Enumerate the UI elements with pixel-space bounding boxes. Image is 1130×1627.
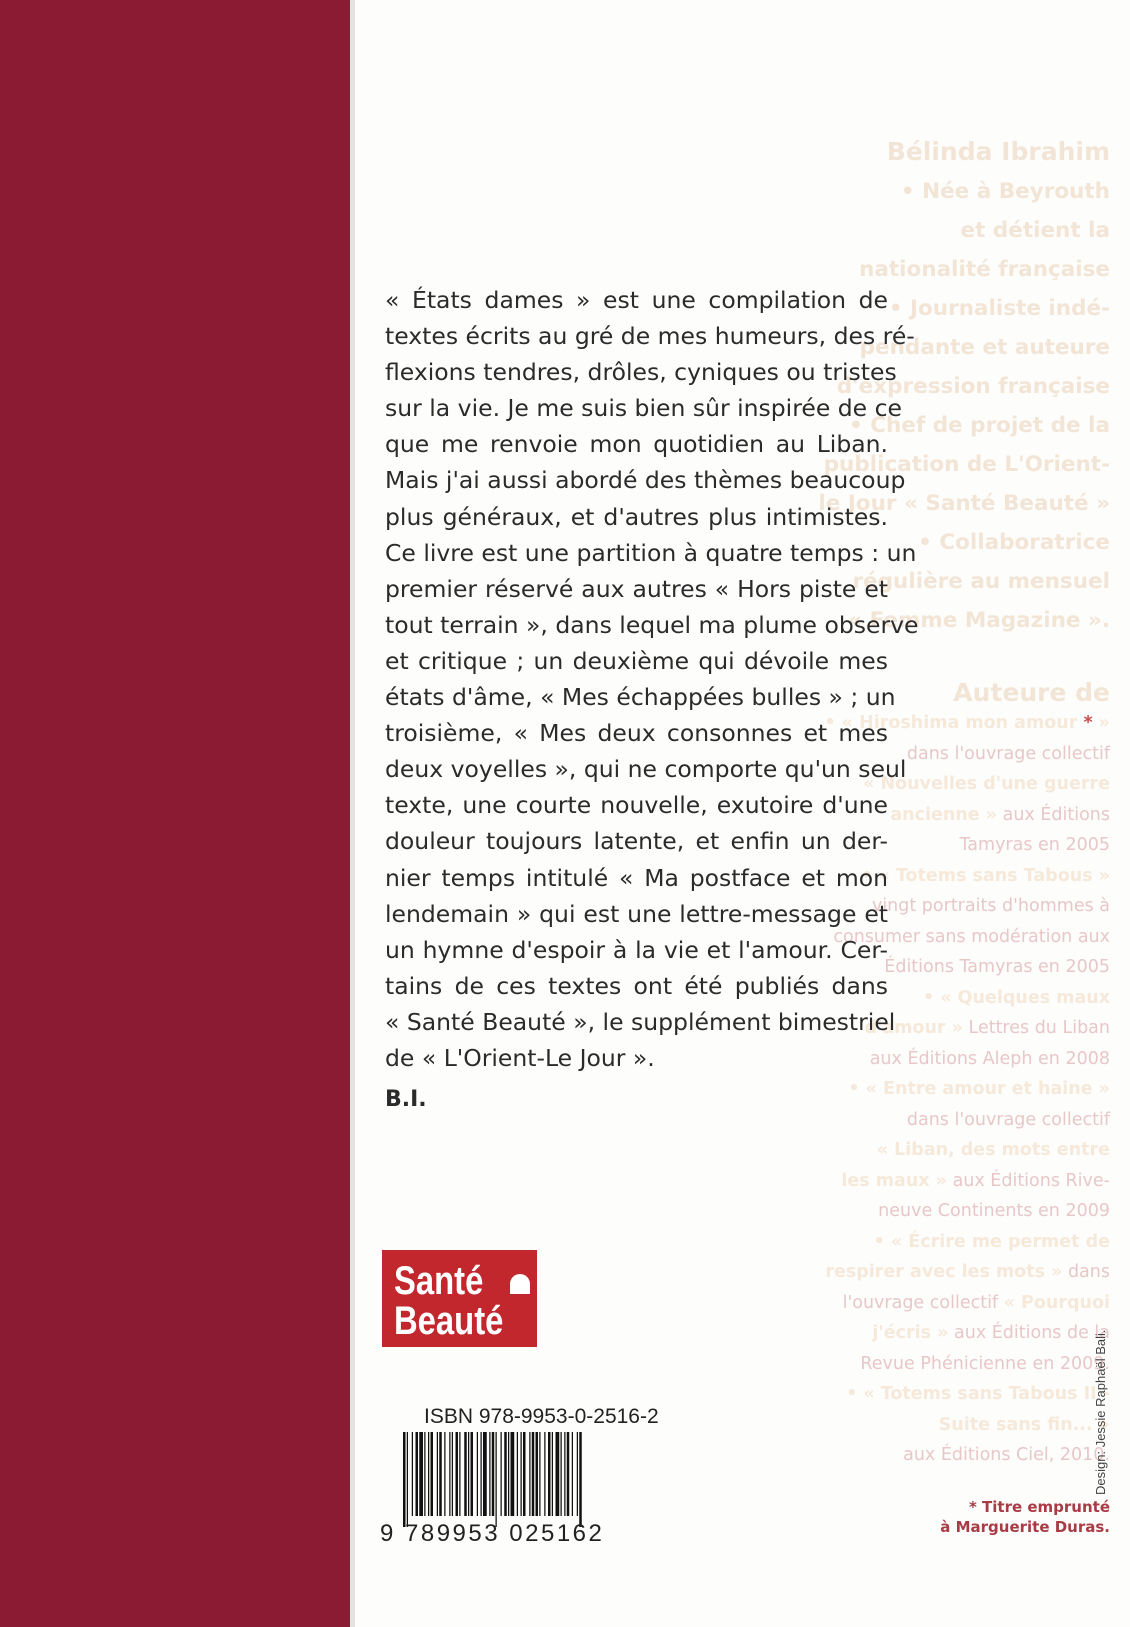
works-list-line	[780, 1227, 1110, 1258]
isbn-barcode	[403, 1432, 653, 1527]
works-list-line	[780, 1166, 1110, 1197]
barcode-bar	[511, 1432, 515, 1516]
barcode-bar	[508, 1432, 509, 1516]
barcode-bar	[471, 1432, 474, 1516]
works-text-run: aux Éditions Ciel, 2010.	[903, 1445, 1110, 1465]
design-credit: Design: Jessie Raphaël Bali.	[1093, 1329, 1108, 1495]
works-text-run: « Pourquoi	[1003, 1292, 1110, 1313]
barcode-bar	[407, 1432, 408, 1527]
title-footnote	[940, 1497, 1110, 1537]
author-bio-line: régulière au mensuel	[852, 569, 1110, 594]
works-text-run: j'écris »	[872, 1323, 949, 1343]
barcode-bar	[579, 1432, 582, 1527]
works-text-run: aux Éditions	[997, 804, 1110, 825]
works-text-run: • « Totems sans Tabous II -	[846, 1384, 1110, 1404]
works-text-run: dans l'ouvrage collectif	[906, 1109, 1110, 1130]
works-text-run: vingt portraits d'hommes à	[871, 896, 1110, 916]
works-text-run: neuve Continents en 2009	[878, 1201, 1110, 1221]
works-text-run: Suite sans fin... »	[938, 1414, 1110, 1435]
blurb-line: « États dames » est une compilation de	[385, 286, 888, 314]
blurb-line: « Santé Beauté », le supplément bimestriel	[385, 1007, 896, 1036]
works-list-line	[780, 1257, 1110, 1288]
barcode-bar	[428, 1432, 429, 1516]
author-bio-line: pendante et auteure	[859, 335, 1110, 360]
blurb-signature: B.I.	[385, 1087, 427, 1112]
works-heading: Auteure de	[953, 678, 1110, 707]
barcode-bar	[464, 1432, 467, 1516]
author-bio-line: • Chef de projet de la	[848, 413, 1110, 438]
works-text-run: »	[1092, 713, 1110, 733]
works-text-run: • « Hiroshima mon amour	[824, 713, 1084, 733]
barcode-bar	[477, 1432, 478, 1516]
barcode-bar	[456, 1432, 459, 1516]
blurb-line: douleur toujours latente, et enfin un der-	[385, 827, 888, 856]
author-sidebar	[0, 0, 350, 1627]
footnote-marker: *	[1083, 713, 1093, 733]
works-text-run: • « Totems sans Tabous »	[861, 865, 1110, 886]
barcode-bar	[517, 1432, 518, 1516]
barcode-bar	[544, 1432, 545, 1516]
barcode-bar	[431, 1432, 434, 1516]
works-text-run: d'amour »	[864, 1018, 963, 1038]
blurb-line: texte, une courte nouvelle, exutoire d'une	[385, 791, 888, 820]
works-text-run: aux Éditions Rive-	[947, 1170, 1110, 1191]
blurb-line: deux voyelles », qui ne comporte qu'un seul	[385, 755, 907, 784]
barcode-bar	[539, 1432, 540, 1516]
barcode-bar	[561, 1432, 562, 1516]
barcode-bar	[444, 1432, 445, 1516]
works-list-line	[780, 1105, 1110, 1136]
works-text-run: • « Quelques maux	[922, 987, 1110, 1008]
author-bio-line: • Journaliste indé-	[888, 296, 1110, 321]
blurb-line: flexions tendres, drôles, cyniques ou tristes	[385, 358, 897, 387]
barcode-bar	[556, 1432, 560, 1516]
works-list-line	[780, 1440, 1110, 1471]
blurb-line: tout terrain », dans lequel ma plume observe	[385, 610, 919, 639]
author-bio-line: publication de L'Orient-	[823, 452, 1110, 477]
barcode-bar	[564, 1432, 565, 1516]
author-bio-line: nationalité française	[859, 257, 1110, 282]
barcode-bar	[403, 1432, 406, 1527]
author-bio-line: le Jour « Santé Beauté »	[818, 491, 1110, 516]
barcode-bar	[577, 1432, 578, 1516]
works-list-line	[780, 1135, 1110, 1166]
barcode-bar	[481, 1432, 482, 1516]
barcode-bar	[501, 1432, 502, 1516]
barcode-bar	[437, 1432, 438, 1516]
works-list-line	[780, 1318, 1110, 1349]
barcode-bar	[504, 1432, 507, 1516]
works-text-run: « Nouvelles d'une guerre	[863, 774, 1110, 794]
blurb-line: lendemain » qui est une lettre-message et	[385, 899, 888, 928]
works-text-run: consumer sans modération aux	[833, 926, 1110, 947]
works-text-run: aux Éditions de la	[948, 1323, 1110, 1343]
blurb-line: nier temps intitulé « Ma postface et mon	[385, 863, 888, 892]
works-text-run: respirer avec les mots »	[825, 1262, 1063, 1282]
barcode-bar	[536, 1432, 539, 1516]
barcode-bar	[496, 1432, 497, 1527]
sante-beaute-logo	[382, 1250, 537, 1347]
works-text-run: ancienne »	[890, 804, 998, 825]
author-bio-line: d'expression française	[836, 374, 1110, 399]
blurb-line: de « L'Orient-Le Jour ».	[385, 1043, 655, 1072]
isbn-label: ISBN 978-9953-0-2516-2	[424, 1405, 659, 1428]
blurb-line: sur la vie. Je me suis bien sûr inspirée de ce	[385, 394, 902, 423]
barcode-bar	[489, 1432, 490, 1516]
works-text-run: • « Écrire me permet de	[873, 1231, 1110, 1252]
blurb-line: états d'âme, « Mes échappées bulles » ; un	[385, 683, 896, 712]
barcode-bar	[492, 1432, 495, 1516]
works-list-line	[780, 1074, 1110, 1105]
barcode-bar	[459, 1432, 460, 1516]
blurb-line: premier réservé aux autres « Hors piste et	[385, 574, 888, 603]
barcode-bar	[419, 1432, 423, 1516]
barcode-bar	[449, 1432, 450, 1516]
barcode-bar	[552, 1432, 553, 1516]
works-text-run: Lettres du Liban	[962, 1018, 1110, 1038]
works-text-run: « Liban, des mots entre	[876, 1140, 1110, 1160]
barcode-bar	[572, 1432, 573, 1516]
works-list-line	[780, 1379, 1110, 1410]
barcode-bar	[483, 1432, 487, 1516]
works-text-run: Revue Phénicienne en 2009.	[860, 1353, 1110, 1374]
barcode-bar	[424, 1432, 425, 1516]
works-text-run: Éditions Tamyras en 2005	[884, 957, 1110, 977]
author-bio-line: • Collaboratrice	[918, 530, 1110, 555]
barcode-bar	[412, 1432, 413, 1516]
barcode-digits: 9 789953 025162	[380, 1520, 605, 1547]
author-bio-line: • Née à Beyrouth	[900, 179, 1110, 204]
barcode-bar	[523, 1432, 526, 1516]
barcode-bar	[416, 1432, 419, 1516]
works-text-run: • « Entre amour et haine »	[848, 1079, 1110, 1099]
logo-line-1: Santé	[394, 1259, 484, 1303]
blurb-line: plus généraux, et d'autres plus intimistes.	[385, 502, 888, 531]
works-list-line	[780, 1288, 1110, 1319]
works-text-run: l'ouvrage collectif	[842, 1292, 1004, 1313]
barcode-bar	[529, 1432, 530, 1516]
works-list-line	[780, 1196, 1110, 1227]
works-list-line	[780, 1349, 1110, 1380]
barcode-bar	[521, 1432, 522, 1516]
works-text-run: les maux »	[841, 1170, 947, 1191]
barcode-bar	[439, 1432, 442, 1516]
blurb-line: un hymne d'espoir à la vie et l'amour. Cer-	[385, 935, 888, 964]
blurb-line: que me renvoie mon quotidien au Liban.	[385, 430, 888, 459]
blurb-line: tains de ces textes ont été publiés dans	[385, 971, 888, 1000]
barcode-bar	[468, 1432, 469, 1516]
barcode-bar	[548, 1432, 551, 1516]
blurb-line: troisième, « Mes deux consonnes et mes	[385, 719, 888, 748]
author-bio-line: et détient la	[960, 218, 1110, 243]
logo-hair-shape	[510, 1274, 530, 1294]
works-text-run: aux Éditions Aleph en 2008	[869, 1048, 1110, 1069]
author-bio-line: « Femme Magazine ».	[848, 608, 1110, 633]
logo-line-2: Beauté	[394, 1299, 504, 1343]
barcode-bar	[532, 1432, 535, 1516]
barcode-bar	[567, 1432, 570, 1516]
blurb-line: Mais j'ai aussi abordé des thèmes beaucoup	[385, 466, 906, 495]
blurb-line: et critique ; un deuxième qui dévoile mes	[385, 646, 888, 675]
footnote-line: à Marguerite Duras.	[940, 1518, 1110, 1536]
barcode-bar	[452, 1432, 453, 1516]
blurb-line: textes écrits au gré de mes humeurs, des ré-	[385, 322, 915, 351]
blurb-line: Ce livre est une partition à quatre temps : un	[385, 538, 917, 567]
author-name: Bélinda Ibrahim	[886, 137, 1110, 166]
footnote-line: * Titre emprunté	[968, 1498, 1110, 1516]
works-list-line	[780, 1410, 1110, 1441]
works-text-run: dans l'ouvrage collectif	[906, 743, 1110, 764]
works-text-run: dans	[1062, 1262, 1110, 1282]
works-text-run: Tamyras en 2005	[959, 835, 1110, 855]
